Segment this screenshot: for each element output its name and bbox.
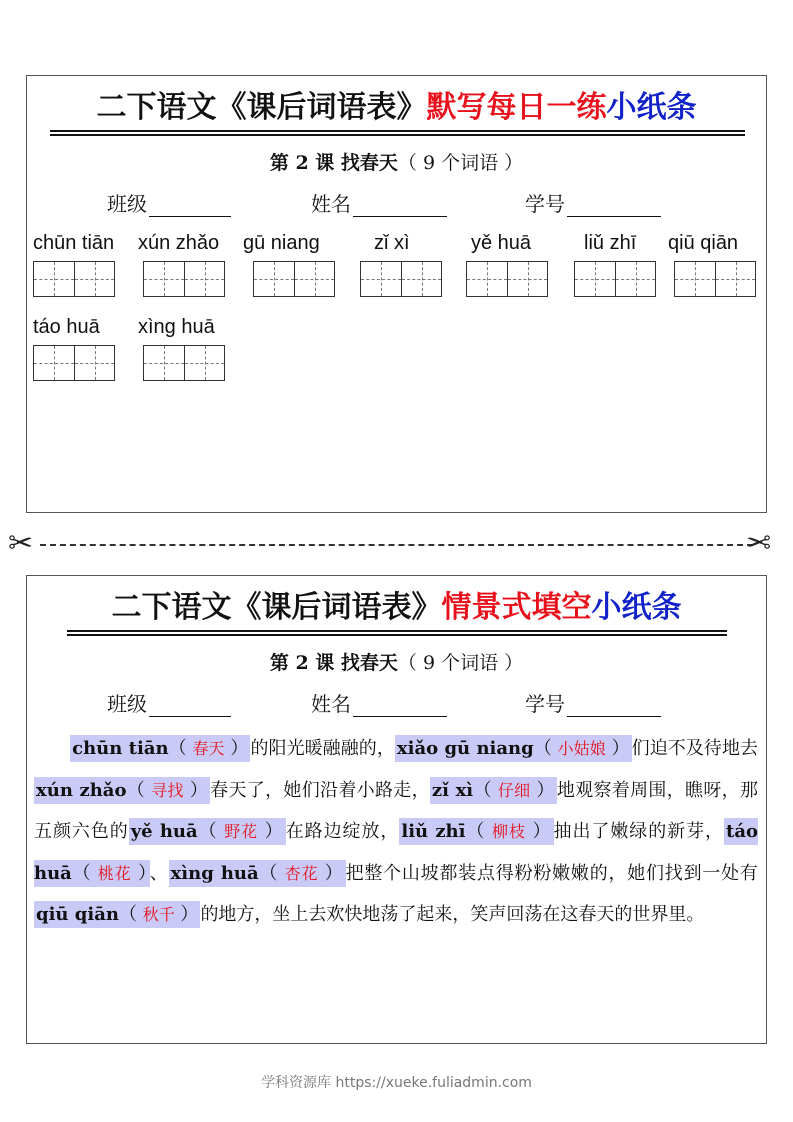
passage-text: 把整个山坡都装点得粉粉嫩嫩的，她们找到一处有 bbox=[345, 862, 758, 884]
fill-blank[interactable]: yě huā（ 野花 ） bbox=[129, 818, 286, 845]
word-pinyin: xún zhǎo bbox=[138, 232, 220, 254]
class-field bbox=[107, 688, 231, 717]
word-pinyin: qiū qiān bbox=[668, 232, 739, 254]
blank-answer: 小姑娘 bbox=[557, 739, 606, 758]
passage-text: 们迫不及待地去 bbox=[631, 738, 758, 759]
word-pinyin: zǐ xì bbox=[374, 232, 410, 254]
passage-text: 的阳光暖融融的， bbox=[250, 738, 395, 759]
number-field bbox=[525, 688, 661, 717]
card-title bbox=[27, 590, 766, 626]
blank-answer: 春天 bbox=[192, 739, 225, 758]
passage-text: 在路边绽放， bbox=[285, 821, 400, 842]
class-blank[interactable] bbox=[149, 196, 231, 217]
blank-answer: 柳枝 bbox=[492, 822, 526, 841]
number-label: 学号 bbox=[525, 692, 565, 716]
lesson-name: 第 2 课 找春天 bbox=[269, 152, 398, 174]
writing-grid[interactable] bbox=[674, 261, 756, 297]
number-field bbox=[525, 188, 661, 217]
class-label: 班级 bbox=[107, 192, 147, 216]
passage-text: 春天了，她们沿着小路走， bbox=[210, 779, 430, 801]
name-label: 姓名 bbox=[311, 192, 351, 216]
word-count: （ 9 个词语 ） bbox=[397, 152, 524, 174]
writing-grid[interactable] bbox=[360, 261, 442, 297]
scissors-icon: ✂ bbox=[8, 526, 34, 561]
blank-pinyin: táo huā bbox=[34, 821, 758, 884]
writing-grid[interactable] bbox=[466, 261, 548, 297]
blank-pinyin: qiū qiān bbox=[36, 904, 119, 925]
blank-pinyin: xìng huā bbox=[170, 862, 259, 884]
title-underline bbox=[67, 634, 727, 636]
number-blank[interactable] bbox=[567, 696, 661, 717]
title-suffix: 小纸条 bbox=[606, 90, 697, 125]
writing-grid[interactable] bbox=[33, 345, 115, 381]
fill-blank[interactable]: liǔ zhī（ 柳枝 ） bbox=[399, 818, 553, 845]
word-pinyin: xìng huā bbox=[138, 316, 215, 338]
title-underline bbox=[67, 630, 727, 632]
writing-grid[interactable] bbox=[33, 261, 115, 297]
name-field bbox=[311, 188, 447, 217]
blank-pinyin: chūn tiān bbox=[72, 738, 169, 759]
fill-blank[interactable]: zǐ xì（ 仔细 ） bbox=[430, 777, 557, 804]
writing-grid[interactable] bbox=[574, 261, 656, 297]
blank-pinyin: xún zhǎo bbox=[36, 779, 127, 801]
name-blank[interactable] bbox=[353, 696, 447, 717]
title-underline bbox=[50, 134, 745, 136]
word-pinyin: liǔ zhī bbox=[584, 232, 637, 254]
fill-blank[interactable]: xiǎo gū niang（ 小姑娘 ） bbox=[395, 735, 632, 762]
title-highlight: 情景式填空 bbox=[441, 590, 592, 625]
blank-answer: 杏花 bbox=[284, 863, 319, 883]
blank-answer: 秋千 bbox=[142, 905, 175, 924]
title-main: 二下语文《课后词语表》 bbox=[96, 90, 427, 125]
writing-grid[interactable] bbox=[253, 261, 335, 297]
name-field bbox=[311, 688, 447, 717]
title-highlight: 默写每日一练 bbox=[426, 90, 607, 125]
blank-pinyin: liǔ zhī bbox=[401, 821, 466, 842]
blank-pinyin: xiǎo gū niang bbox=[396, 738, 534, 759]
dictation-card bbox=[26, 75, 767, 513]
story-passage bbox=[34, 728, 758, 936]
name-label: 姓名 bbox=[311, 692, 351, 716]
class-blank[interactable] bbox=[149, 696, 231, 717]
class-field bbox=[107, 188, 231, 217]
blank-pinyin: zǐ xì bbox=[431, 779, 474, 801]
footer-source: 学科资源库 https://xueke.fuliadmin.com bbox=[261, 1075, 532, 1091]
title-underline bbox=[50, 130, 745, 132]
blank-pinyin: yě huā bbox=[130, 821, 198, 842]
blank-answer: 寻找 bbox=[151, 780, 184, 800]
word-pinyin: chūn tiān bbox=[33, 232, 115, 254]
passage-text: 抽出了嫩绿的新芽， bbox=[553, 821, 724, 842]
word-pinyin: táo huā bbox=[33, 316, 100, 338]
writing-grid[interactable] bbox=[143, 261, 225, 297]
fill-blank[interactable]: chūn tiān（ 春天 ） bbox=[70, 735, 250, 762]
blank-answer: 桃花 bbox=[97, 863, 132, 883]
number-label: 学号 bbox=[525, 192, 565, 216]
passage-text bbox=[34, 738, 70, 759]
scissors-icon: ✂ bbox=[746, 526, 772, 561]
lesson-name: 第 2 课 找春天 bbox=[269, 652, 398, 674]
passage-text: 、 bbox=[149, 862, 169, 884]
number-blank[interactable] bbox=[567, 196, 661, 217]
writing-grid[interactable] bbox=[143, 345, 225, 381]
title-suffix: 小纸条 bbox=[591, 590, 682, 625]
fill-blank[interactable]: xún zhǎo（ 寻找 ） bbox=[34, 777, 210, 804]
fill-blank[interactable]: xìng huā（ 杏花 ） bbox=[169, 860, 346, 887]
word-count: （ 9 个词语 ） bbox=[397, 652, 524, 674]
passage-text: 的地方，坐上去欢快地荡了起来，笑声回荡在这春天的世界里。 bbox=[200, 904, 705, 925]
title-main: 二下语文《课后词语表》 bbox=[111, 590, 442, 625]
word-pinyin: yě huā bbox=[471, 232, 532, 254]
fill-blank[interactable]: táo huā（ 桃花 ） bbox=[34, 818, 758, 887]
fill-blank[interactable]: qiū qiān（ 秋千 ） bbox=[34, 901, 200, 928]
card-title bbox=[27, 90, 766, 126]
passage-text: 地观察着周围，瞧呀，那五颜六色的 bbox=[34, 779, 758, 842]
blank-answer: 野花 bbox=[224, 822, 259, 841]
word-pinyin: gū niang bbox=[243, 232, 320, 254]
cut-line bbox=[40, 544, 753, 546]
lesson-heading bbox=[27, 148, 766, 175]
name-blank[interactable] bbox=[353, 196, 447, 217]
blank-answer: 仔细 bbox=[497, 780, 531, 800]
lesson-heading bbox=[27, 648, 766, 675]
class-label: 班级 bbox=[107, 692, 147, 716]
